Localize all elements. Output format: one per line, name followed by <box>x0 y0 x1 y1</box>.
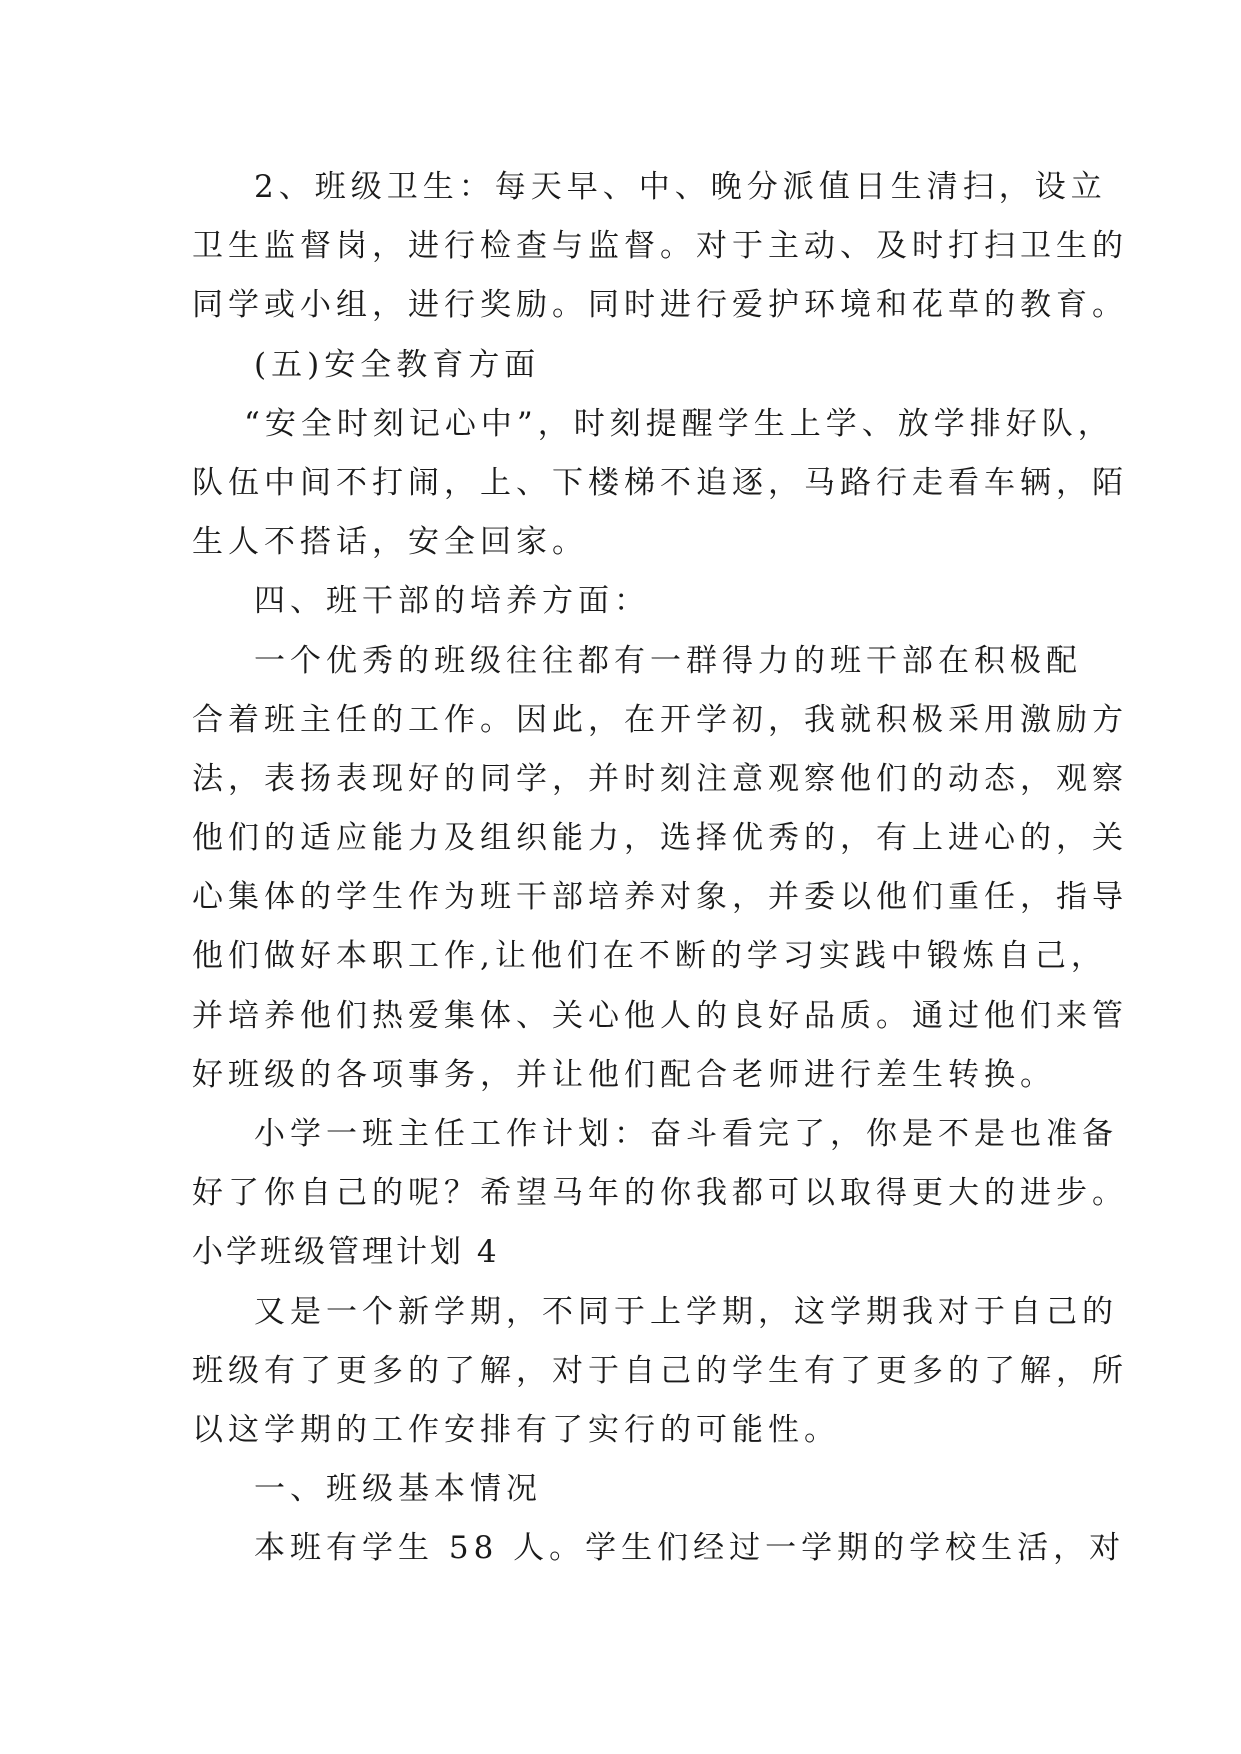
document-body <box>192 158 1128 1579</box>
paragraph-line: 好了你自己的呢？希望马年的你我都可以取得更大的进步。 <box>192 1175 1128 1212</box>
section-title: 小学班级管理计划 4 <box>192 1234 500 1271</box>
paragraph-line: 并培养他们热爱集体、关心他人的良好品质。通过他们来管 <box>192 997 1128 1034</box>
paragraph-line: 同学或小组，进行奖励。同时进行爱护环境和花草的教育。 <box>192 287 1128 324</box>
paragraph-line: 他们做好本职工作,让他们在不断的学习实践中锻炼自己， <box>192 938 1107 975</box>
paragraph-line: 一个优秀的班级往往都有一群得力的班干部在积极配 <box>254 642 1082 679</box>
paragraph-line: 又是一个新学期，不同于上学期，这学期我对于自己的 <box>254 1293 1118 1330</box>
paragraph-line: 班级有了更多的了解，对于自己的学生有了更多的了解，所 <box>192 1352 1128 1389</box>
paragraph-line: 卫生监督岗，进行检查与监督。对于主动、及时打扫卫生的 <box>192 228 1128 265</box>
section-heading: 四、班干部的培养方面： <box>254 583 650 620</box>
paragraph-line: 本班有学生 58 人。学生们经过一学期的学校生活，对 <box>254 1530 1126 1567</box>
paragraph-line: 法，表扬表现好的同学，并时刻注意观察他们的动态，观察 <box>192 760 1128 797</box>
paragraph-line: 2、班级卫生：每天早、中、晚分派值日生清扫，设立 <box>254 169 1107 205</box>
paragraph-line: 小学一班主任工作计划：奋斗看完了，你是不是也准备 <box>254 1116 1118 1152</box>
section-heading: 一、班级基本情况 <box>254 1471 542 1508</box>
paragraph-line: 合着班主任的工作。因此，在开学初，我就积极采用激励方 <box>192 701 1128 738</box>
section-heading: (五)安全教育方面 <box>254 346 541 383</box>
paragraph-line: 队伍中间不打闹，上、下楼梯不追逐，马路行走看车辆，陌 <box>192 464 1128 501</box>
paragraph-line: 以这学期的工作安排有了实行的可能性。 <box>192 1411 840 1448</box>
paragraph-line: “安全时刻记心中”，时刻提醒学生上学、放学排好队， <box>244 405 1114 442</box>
paragraph-line: 生人不搭话，安全回家。 <box>192 524 588 561</box>
paragraph-line: 好班级的各项事务，并让他们配合老师进行差生转换。 <box>192 1056 1056 1093</box>
paragraph-line: 心集体的学生作为班干部培养对象，并委以他们重任，指导 <box>192 879 1128 916</box>
paragraph-line: 他们的适应能力及组织能力，选择优秀的，有上进心的，关 <box>192 820 1128 857</box>
